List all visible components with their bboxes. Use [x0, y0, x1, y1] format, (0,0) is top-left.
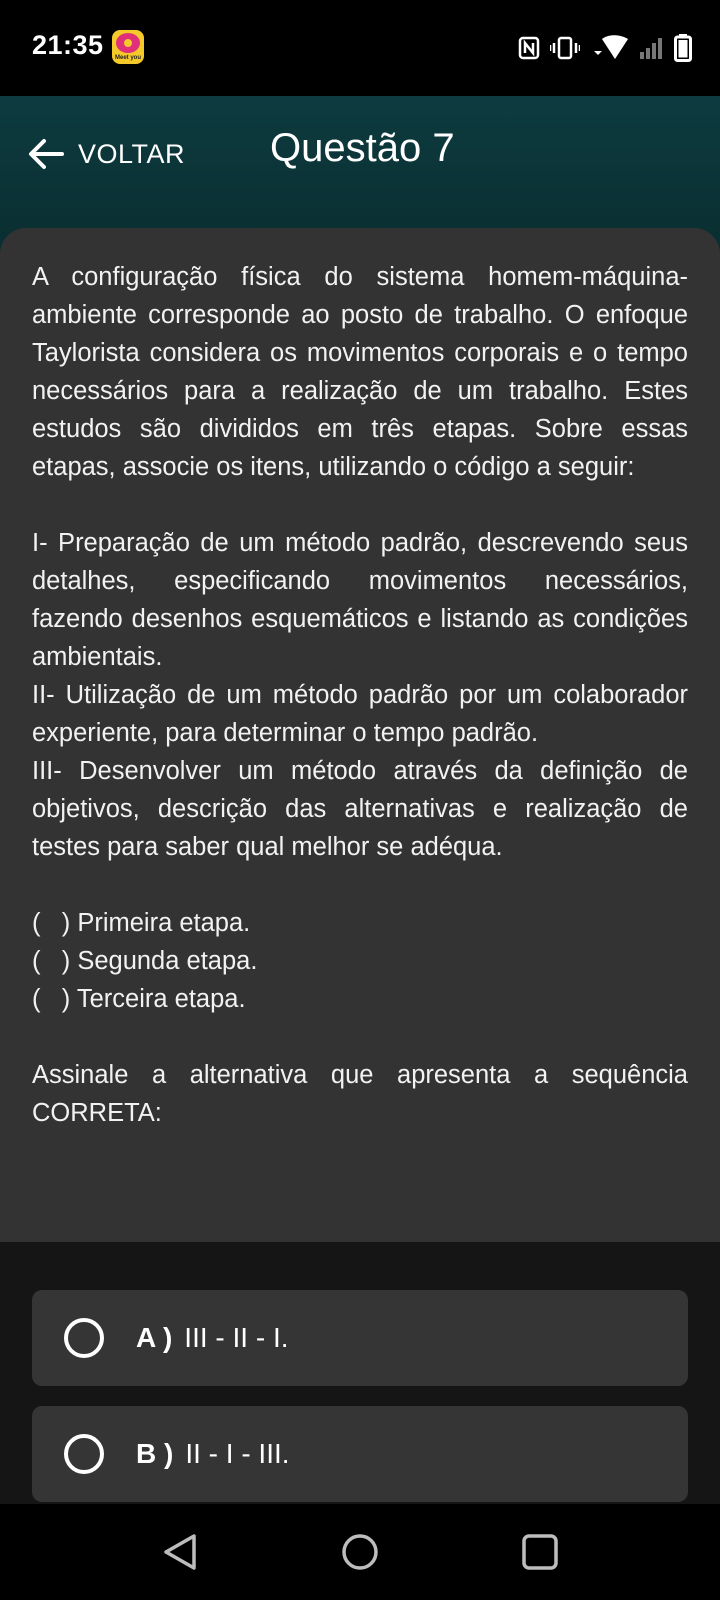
question-item: II- Utilização de um método padrão por um colaborador experiente, para determinar o tempo padrão.: [32, 681, 688, 747]
question-text: [32, 258, 688, 1132]
question-blank: ( ) Terceira etapa.: [32, 985, 246, 1013]
battery-icon: [674, 34, 692, 62]
navigation-bar: [0, 1504, 720, 1600]
question-item: I- Preparação de um método padrão, descrevendo seus detalhes, especificando movimentos necessários, fazendo desenhos esquemáticos e listando as condições ambientais.: [32, 529, 688, 671]
option-a[interactable]: [32, 1290, 688, 1386]
question-blank: ( ) Segunda etapa.: [32, 947, 258, 975]
question-prompt: Assinale a alternativa que apresenta a sequência CORRETA:: [32, 1061, 688, 1127]
radio-circle-icon[interactable]: [64, 1434, 104, 1474]
back-label: VOLTAR: [78, 138, 186, 169]
radio-circle-icon[interactable]: [64, 1318, 104, 1358]
system-icons: [518, 34, 692, 62]
question-card: [0, 228, 720, 1242]
option-b[interactable]: [32, 1406, 688, 1502]
back-button[interactable]: [28, 132, 185, 176]
option-letter: A ): [136, 1322, 173, 1353]
page-title: Questão 7: [270, 126, 455, 170]
home-nav-icon[interactable]: [340, 1532, 380, 1572]
option-text: III - II - I.: [184, 1322, 289, 1353]
option-letter: B ): [136, 1438, 174, 1469]
nfc-icon: [518, 36, 540, 60]
meet-you-app-label: Meet you: [114, 55, 141, 61]
question-intro: A configuração física do sistema homem-máquina-ambiente corresponde ao posto de trabalho. O enfoque Taylorista considera os movimentos corporais e o tempo necessários para a realização de um trabalho. Estes estudos são divididos em três etapas. Sobre essas etapas, associe os itens, utilizando o código a seguir:: [32, 263, 688, 481]
arrow-left-icon: [28, 138, 64, 170]
option-text: II - I - III.: [185, 1438, 290, 1469]
question-item: III- Desenvolver um método através da definição de objetivos, descrição das alternativas e realização de testes para saber qual melhor se adéqua.: [32, 757, 688, 861]
status-time: 21:35: [32, 30, 104, 60]
vibrate-icon: [550, 36, 580, 60]
wifi-icon: [590, 35, 630, 61]
meet-you-app-icon: [112, 30, 144, 64]
recents-nav-icon[interactable]: [520, 1532, 560, 1572]
signal-icon: [640, 37, 664, 59]
status-bar: [0, 0, 720, 96]
question-blank: ( ) Primeira etapa.: [32, 909, 251, 937]
back-nav-icon[interactable]: [160, 1532, 200, 1572]
